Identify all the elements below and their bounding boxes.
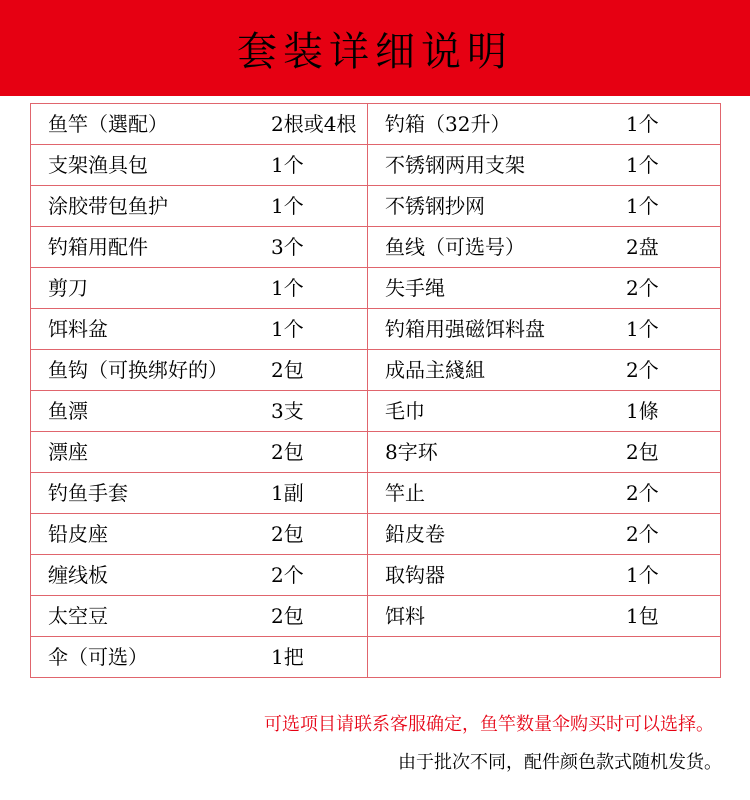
item-name: 剪刀 bbox=[48, 276, 88, 300]
item-cell-right bbox=[368, 514, 721, 555]
table-row bbox=[31, 432, 721, 473]
item-quantity: 2个 bbox=[626, 276, 659, 300]
item-name: 涂胶带包鱼护 bbox=[48, 194, 168, 218]
item-name: 鱼线（可选号） bbox=[385, 235, 525, 259]
item-cell-left bbox=[31, 104, 368, 145]
item-quantity: 2个 bbox=[626, 358, 659, 382]
item-name: 鱼竿（選配） bbox=[48, 112, 168, 136]
table-row bbox=[31, 309, 721, 350]
item-name: 缠线板 bbox=[48, 563, 108, 587]
table-row bbox=[31, 473, 721, 514]
item-quantity: 1副 bbox=[271, 481, 304, 505]
item-quantity: 2包 bbox=[271, 522, 304, 546]
item-quantity: 1个 bbox=[271, 194, 304, 218]
item-name: 成品主綫組 bbox=[385, 358, 485, 382]
item-cell-right bbox=[368, 268, 721, 309]
item-name: 鱼漂 bbox=[48, 399, 88, 423]
item-quantity: 1个 bbox=[271, 153, 304, 177]
item-cell-left bbox=[31, 268, 368, 309]
item-cell-left bbox=[31, 186, 368, 227]
page-title: 套装详细说明 bbox=[237, 28, 513, 75]
item-quantity: 1把 bbox=[271, 645, 304, 669]
item-cell-left bbox=[31, 350, 368, 391]
item-cell-right bbox=[368, 227, 721, 268]
optional-items-note: 可选项目请联系客服确定，鱼竿数量伞购买时可以选择。 bbox=[264, 714, 714, 735]
item-cell-right bbox=[368, 104, 721, 145]
item-name: 毛巾 bbox=[385, 399, 425, 423]
item-cell-right bbox=[368, 309, 721, 350]
item-quantity: 3个 bbox=[271, 235, 304, 259]
item-cell-right bbox=[368, 596, 721, 637]
table-row bbox=[31, 145, 721, 186]
item-quantity: 1个 bbox=[626, 112, 659, 136]
item-cell-left bbox=[31, 555, 368, 596]
item-quantity: 1个 bbox=[271, 317, 304, 341]
item-name: 钓箱用强磁饵料盘 bbox=[385, 317, 545, 341]
item-quantity: 2个 bbox=[271, 563, 304, 587]
item-cell-left bbox=[31, 145, 368, 186]
table-row bbox=[31, 555, 721, 596]
item-cell-left bbox=[31, 309, 368, 350]
table-row bbox=[31, 596, 721, 637]
table-row bbox=[31, 350, 721, 391]
item-name: 不锈钢两用支架 bbox=[385, 153, 525, 177]
item-name: 鱼钩（可换绑好的） bbox=[48, 358, 228, 382]
item-quantity: 2盘 bbox=[626, 235, 659, 259]
item-cell-right bbox=[368, 473, 721, 514]
item-quantity: 1个 bbox=[271, 276, 304, 300]
item-name: 铅皮座 bbox=[48, 522, 108, 546]
item-name: 饵料盆 bbox=[48, 317, 108, 341]
item-name: 失手绳 bbox=[385, 276, 445, 300]
item-cell-left bbox=[31, 391, 368, 432]
table-row bbox=[31, 227, 721, 268]
item-cell-left bbox=[31, 514, 368, 555]
item-name: 取钩器 bbox=[385, 563, 445, 587]
item-quantity: 1條 bbox=[626, 399, 659, 423]
item-quantity: 2个 bbox=[626, 481, 659, 505]
item-quantity: 1个 bbox=[626, 317, 659, 341]
item-quantity: 2包 bbox=[271, 604, 304, 628]
title-banner bbox=[0, 0, 750, 96]
item-name: 饵料 bbox=[385, 604, 425, 628]
table-row bbox=[31, 186, 721, 227]
item-quantity: 2根或4根 bbox=[271, 112, 357, 136]
item-cell-right bbox=[368, 432, 721, 473]
table-row bbox=[31, 391, 721, 432]
item-quantity: 1个 bbox=[626, 194, 659, 218]
item-name: 伞（可选） bbox=[48, 645, 148, 669]
table-row bbox=[31, 514, 721, 555]
item-name: 钓箱用配件 bbox=[48, 235, 148, 259]
item-cell-right bbox=[368, 637, 721, 678]
item-cell-right bbox=[368, 555, 721, 596]
item-name: 不锈钢抄网 bbox=[385, 194, 485, 218]
item-name: 钓鱼手套 bbox=[48, 481, 128, 505]
item-cell-left bbox=[31, 227, 368, 268]
item-cell-left bbox=[31, 473, 368, 514]
item-cell-right bbox=[368, 350, 721, 391]
item-cell-left bbox=[31, 596, 368, 637]
table-row bbox=[31, 268, 721, 309]
item-name: 太空豆 bbox=[48, 604, 108, 628]
table-row bbox=[31, 637, 721, 678]
item-quantity: 3支 bbox=[271, 399, 304, 423]
item-name: 漂座 bbox=[48, 440, 88, 464]
table-row bbox=[31, 104, 721, 145]
item-cell-right bbox=[368, 186, 721, 227]
item-name: 8字环 bbox=[385, 440, 438, 464]
item-quantity: 2个 bbox=[626, 522, 659, 546]
item-quantity: 2包 bbox=[626, 440, 659, 464]
item-quantity: 1包 bbox=[626, 604, 659, 628]
item-quantity: 2包 bbox=[271, 440, 304, 464]
item-name: 钓箱（32升） bbox=[385, 112, 511, 136]
item-cell-left bbox=[31, 432, 368, 473]
item-name: 鉛皮卷 bbox=[385, 522, 445, 546]
item-cell-left bbox=[31, 637, 368, 678]
kit-items-table bbox=[30, 103, 721, 678]
item-cell-right bbox=[368, 391, 721, 432]
item-cell-right bbox=[368, 145, 721, 186]
item-quantity: 2包 bbox=[271, 358, 304, 382]
batch-note: 由于批次不同，配件颜色款式随机发货。 bbox=[398, 752, 722, 773]
item-quantity: 1个 bbox=[626, 153, 659, 177]
item-name: 支架渔具包 bbox=[48, 153, 148, 177]
item-quantity: 1个 bbox=[626, 563, 659, 587]
item-name: 竿止 bbox=[385, 481, 425, 505]
